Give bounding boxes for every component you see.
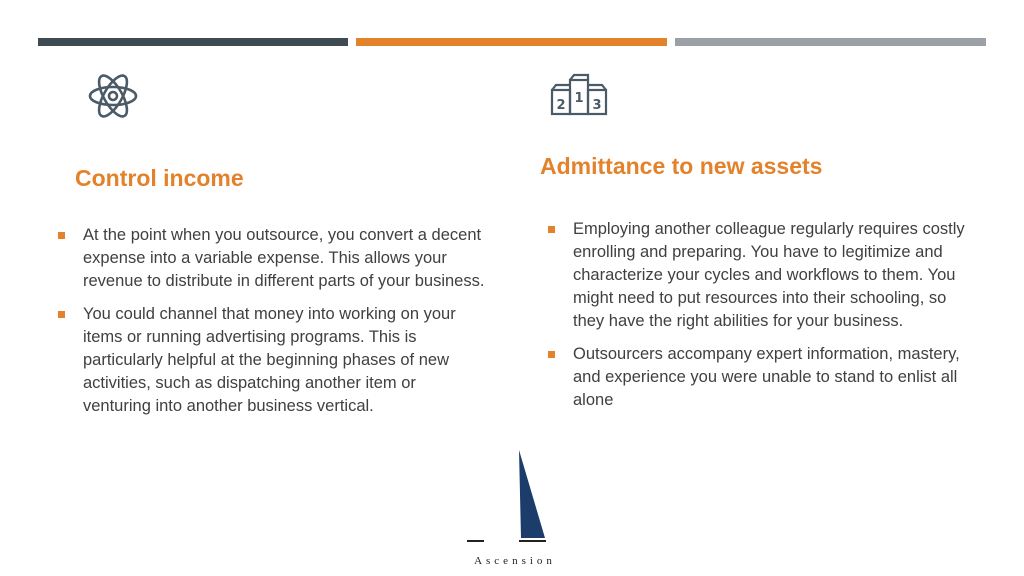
list-item	[548, 343, 968, 412]
bullet-square	[58, 311, 65, 318]
podium-number-1: 1	[574, 91, 584, 106]
ascension-logo	[460, 448, 570, 572]
right-bullet-list	[548, 218, 968, 422]
top-bar-gray	[675, 38, 986, 46]
left-heading: Control income	[75, 165, 244, 191]
list-item	[548, 218, 968, 333]
atom-icon	[86, 68, 140, 124]
bullet-text: Employing another colleague regularly requires costly enrolling and preparing. You have to legitimize and characterize your cycles and workflows to them. You might need to put resources into their schooling, so they have the right abilities for your business.	[573, 220, 965, 330]
bullet-text: You could channel that money into working on your items or running advertising programs. This is particularly helpful at the beginning phases of new activities, such as dispatching another item or venturing into another business vertical.	[83, 305, 456, 415]
podium-number-2: 2	[556, 98, 566, 113]
bullet-square	[58, 232, 65, 239]
list-item	[58, 224, 488, 293]
top-bar-dark	[38, 38, 348, 46]
podium-icon	[549, 72, 609, 116]
podium-number-3: 3	[592, 98, 602, 113]
left-bullet-list	[58, 224, 488, 428]
bullet-square	[548, 351, 555, 358]
bullet-square	[548, 226, 555, 233]
top-bar-orange	[356, 38, 667, 46]
sail-logo-mark	[460, 448, 570, 548]
list-item	[58, 303, 488, 418]
bullet-text: At the point when you outsource, you convert a decent expense into a variable expense. This allows your revenue to distribute in different parts of your business.	[83, 226, 485, 290]
right-heading: Admittance to new assets	[540, 153, 823, 179]
logo-text: Ascension	[474, 555, 556, 567]
bullet-text: Outsourcers accompany expert information, mastery, and experience you were unable to stand to enlist all alone	[573, 345, 960, 409]
